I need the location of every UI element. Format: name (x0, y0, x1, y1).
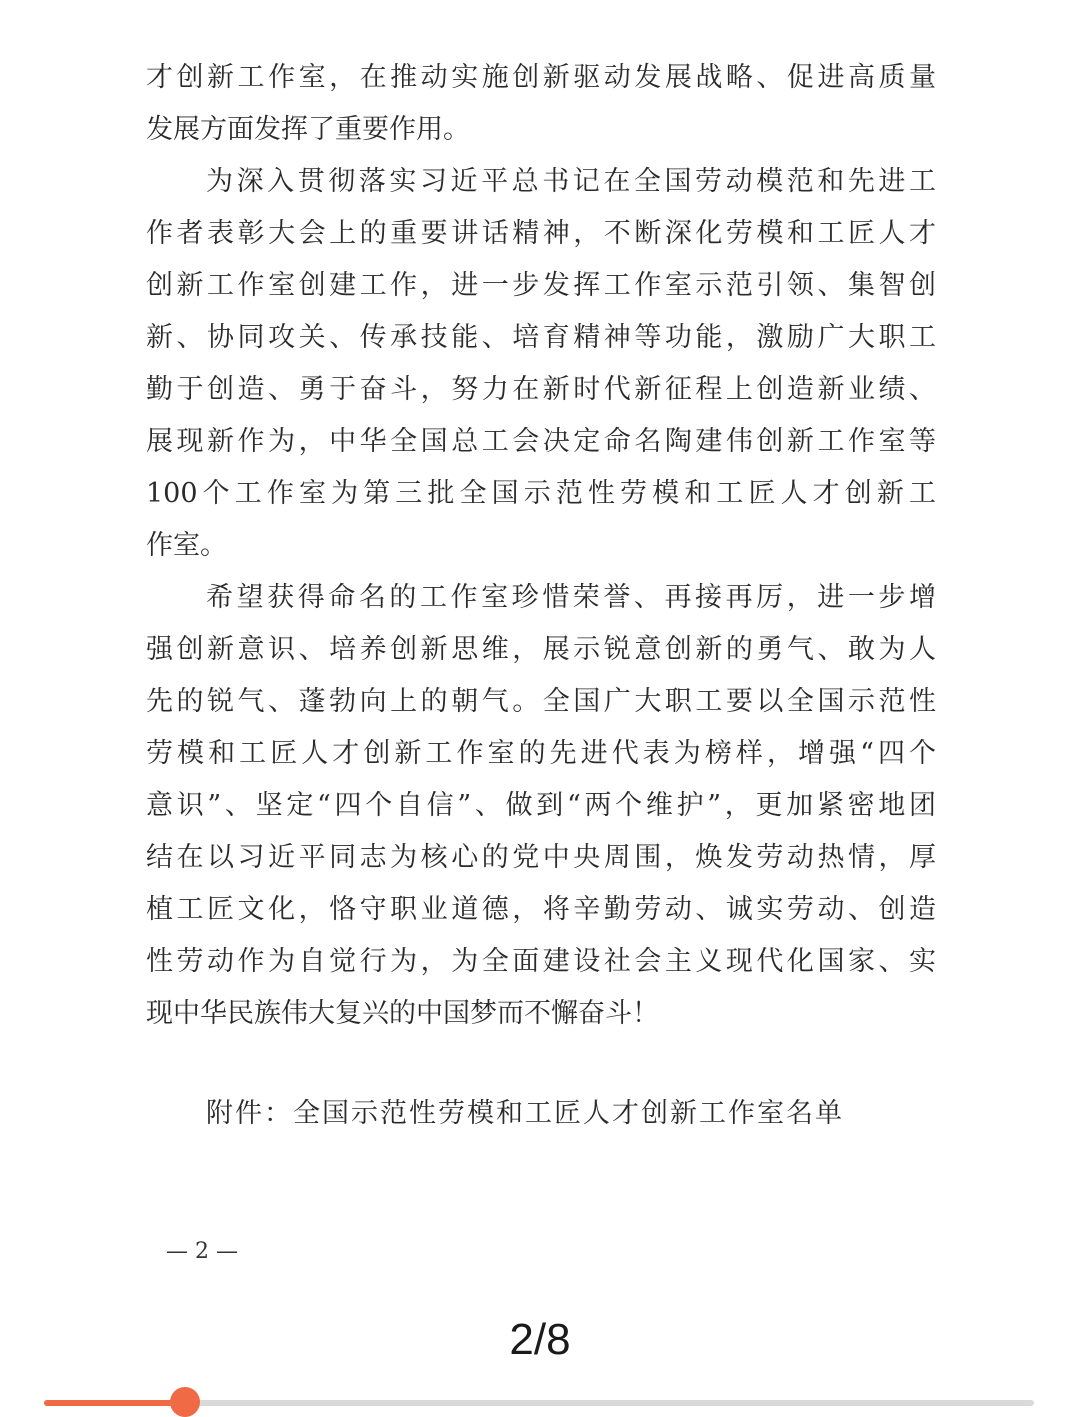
text-line: 作者表彰大会上的重要讲话精神，不断深化劳模和工匠人才 (146, 218, 936, 249)
text-line: 创新工作室创建工作，进一步发挥工作室示范引领、集智创 (146, 270, 936, 301)
text-line: 劳模和工匠人才创新工作室的先进代表为榜样，增强“四个 (146, 738, 936, 769)
progress-fill (44, 1400, 185, 1406)
text-line: 性劳动作为自觉行为，为全面建设社会主义现代化国家、实 (146, 946, 936, 977)
text-line: 结在以习近平同志为核心的党中央周围，焕发劳动热情，厚 (146, 842, 936, 873)
text-line: 发展方面发挥了重要作用。 (146, 114, 470, 145)
text-line: 意识”、坚定“四个自信”、做到“两个维护”，更加紧密地团 (146, 790, 936, 821)
text-line: 为深入贯彻落实习近平总书记在全国劳动模范和先进工 (206, 166, 936, 197)
text-line: 强创新意识、培养创新思维，展示锐意创新的勇气、敢为人 (146, 634, 936, 665)
page-indicator: 2/8 (509, 1315, 571, 1364)
text-line: 先的锐气、蓬勃向上的朝气。全国广大职工要以全国示范性 (146, 686, 936, 717)
text-line: 希望获得命名的工作室珍惜荣誉、再接再厉，进一步增 (206, 582, 936, 613)
attachment-note: 附件：全国示范性劳模和工匠人才创新工作室名单 (206, 1098, 844, 1129)
text-line: 新、协同攻关、传承技能、培育精神等功能，激励广大职工 (146, 322, 936, 353)
text-line: 才创新工作室，在推动实施创新驱动发展战略、促进高质量 (146, 62, 936, 93)
text-line: 展现新作为，中华全国总工会决定命名陶建伟创新工作室等 (146, 426, 936, 457)
text-line: 勤于创造、勇于奋斗，努力在新时代新征程上创造新业绩、 (146, 374, 936, 405)
text-line: 100个工作室为第三批全国示范性劳模和工匠人才创新工 (146, 478, 936, 509)
text-line: 作室。 (146, 530, 227, 561)
slider-thumb-handle[interactable] (170, 1387, 200, 1417)
text-line: 现中华民族伟大复兴的中国梦而不懈奋斗！ (146, 998, 659, 1029)
text-line: 植工匠文化，恪守职业道德，将辛勤劳动、诚实劳动、创造 (146, 894, 936, 925)
page-number-footer: — 2 — (166, 1239, 238, 1264)
page-progress-slider[interactable] (44, 1400, 1034, 1406)
